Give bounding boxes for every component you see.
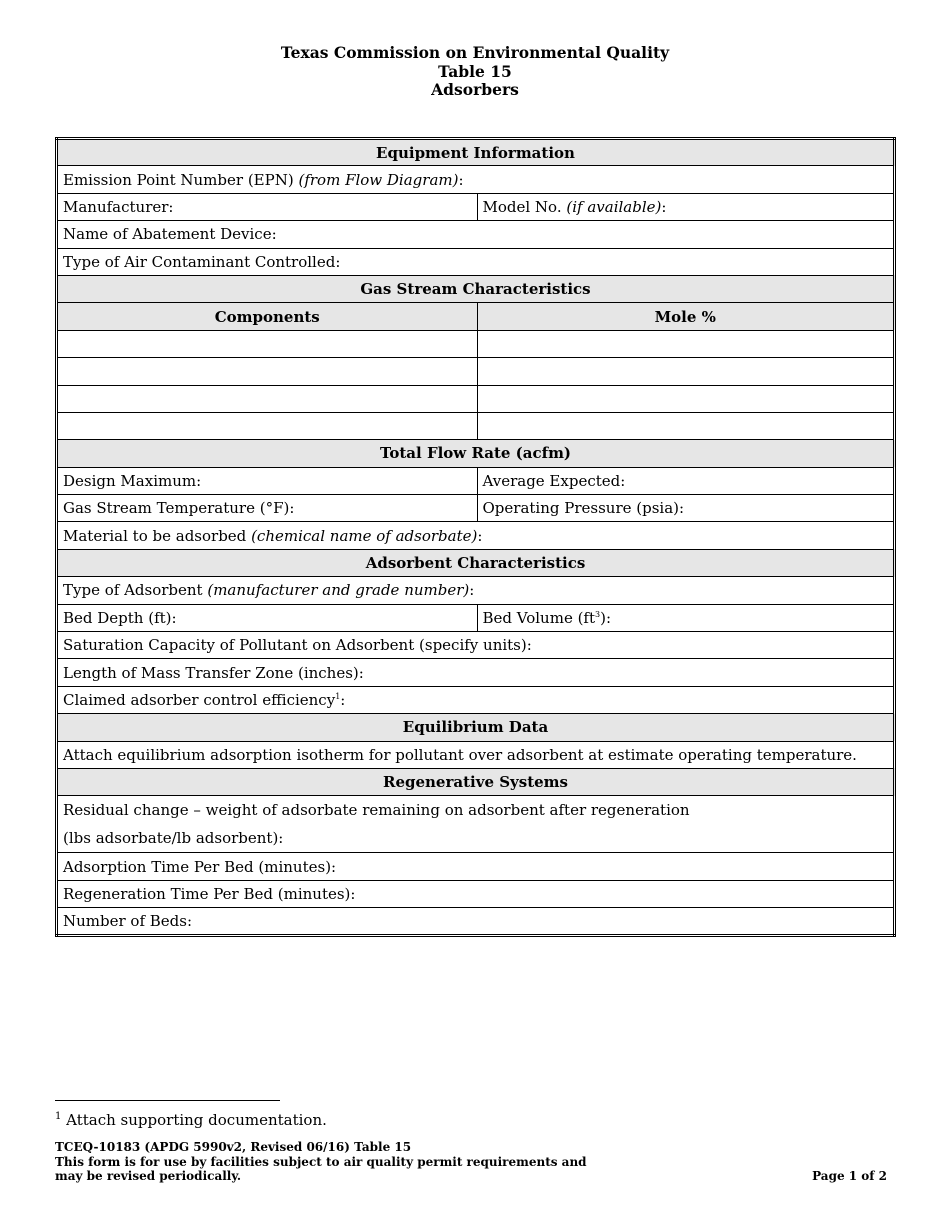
bed-volume-label: Bed Volume (ft <box>482 608 596 627</box>
equilibrium-instruction: Attach equilibrium adsorption isotherm for pollutant over adsorbent at estimate operating temperature. <box>57 741 895 768</box>
component-cell[interactable] <box>57 412 478 439</box>
section-gas-stream-heading: Gas Stream Characteristics <box>57 275 895 302</box>
mole-percent-cell[interactable] <box>477 412 895 439</box>
adsorbent-type-label: Type of Adsorbent <box>63 581 208 600</box>
material-adsorbed-field[interactable] <box>57 522 895 549</box>
efficiency-footnote-marker: 1 <box>335 692 341 701</box>
bed-volume-field[interactable] <box>477 604 895 631</box>
footnote-text: Attach supporting documentation. <box>66 1111 327 1129</box>
form-usage-note-2: may be revised periodically. <box>55 1169 242 1183</box>
abatement-device-field[interactable]: Name of Abatement Device: <box>57 221 895 248</box>
number-of-beds-field[interactable]: Number of Beds: <box>57 908 895 935</box>
epn-colon: : <box>458 170 464 189</box>
mole-percent-cell[interactable] <box>477 330 895 357</box>
adsorption-time-field[interactable]: Adsorption Time Per Bed (minutes): <box>57 853 895 880</box>
efficiency-label: Claimed adsorber control efficiency <box>63 691 336 709</box>
control-efficiency-field[interactable] <box>57 686 895 713</box>
air-contaminant-field[interactable]: Type of Air Contaminant Controlled: <box>57 248 895 275</box>
design-maximum-field[interactable]: Design Maximum: <box>57 467 478 494</box>
table-number: Table 15 <box>438 61 512 81</box>
component-cell[interactable] <box>57 358 478 385</box>
material-colon: : <box>477 526 483 545</box>
footnote-marker: 1 <box>55 1111 62 1122</box>
components-column-header: Components <box>57 303 478 330</box>
adsorbent-type-italic: (manufacturer and grade number) <box>207 581 470 600</box>
form-id: TCEQ-10183 (APDG 5990v2, Revised 06/16) Table 15 <box>55 1140 412 1154</box>
residual-change-label-line2: (lbs adsorbate/lb adsorbent): <box>63 829 284 848</box>
bed-volume-superscript: 3 <box>595 609 601 619</box>
regeneration-time-field[interactable]: Regeneration Time Per Bed (minutes): <box>57 880 895 907</box>
material-label-italic: (chemical name of adsorbate) <box>251 526 478 545</box>
component-cell[interactable] <box>57 330 478 357</box>
agency-name: Texas Commission on Environmental Quality <box>280 43 670 62</box>
epn-label: Emission Point Number (EPN) <box>63 170 299 189</box>
bed-depth-field[interactable]: Bed Depth (ft): <box>57 604 478 631</box>
material-label: Material to be adsorbed <box>63 526 252 545</box>
adsorbent-type-colon: : <box>469 581 475 600</box>
epn-label-italic: (from Flow Diagram) <box>298 170 459 189</box>
section-equilibrium-heading: Equilibrium Data <box>57 714 895 741</box>
operating-pressure-field[interactable]: Operating Pressure (psia): <box>477 495 895 522</box>
mole-percent-cell[interactable] <box>477 385 895 412</box>
section-adsorbent-heading: Adsorbent Characteristics <box>57 549 895 576</box>
mass-transfer-zone-field[interactable]: Length of Mass Transfer Zone (inches): <box>57 659 895 686</box>
residual-change-field[interactable] <box>57 796 895 853</box>
model-label-italic: (if available) <box>566 197 662 216</box>
document-title <box>0 44 950 100</box>
mole-percent-cell[interactable] <box>477 358 895 385</box>
residual-change-label-line1: Residual change – weight of adsorbate remaining on adsorbent after regeneration <box>63 801 690 820</box>
model-number-field[interactable] <box>477 193 895 220</box>
table-subject: Adsorbers <box>431 80 519 99</box>
page-number: Page 1 of 2 <box>812 1169 887 1183</box>
efficiency-colon: : <box>340 691 346 709</box>
adsorbers-form-table <box>55 137 896 937</box>
gas-temperature-field[interactable]: Gas Stream Temperature (°F): <box>57 495 478 522</box>
adsorbent-type-field[interactable] <box>57 577 895 604</box>
footnote <box>55 1111 327 1129</box>
saturation-capacity-field[interactable]: Saturation Capacity of Pollutant on Adsorbent (specify units): <box>57 632 895 659</box>
footnote-divider <box>55 1100 280 1101</box>
form-footer-info <box>55 1140 587 1184</box>
form-usage-note-1: This form is for use by facilities subject to air quality permit requirements and <box>55 1154 587 1169</box>
mole-percent-column-header: Mole % <box>477 303 895 330</box>
model-colon: : <box>661 197 667 216</box>
epn-field[interactable] <box>57 166 895 193</box>
model-label: Model No. <box>482 197 567 216</box>
component-cell[interactable] <box>57 385 478 412</box>
manufacturer-field[interactable]: Manufacturer: <box>57 193 478 220</box>
section-flow-rate-heading: Total Flow Rate (acfm) <box>57 440 895 467</box>
section-regenerative-heading: Regenerative Systems <box>57 768 895 795</box>
section-equipment-heading: Equipment Information <box>57 139 895 166</box>
average-expected-field[interactable]: Average Expected: <box>477 467 895 494</box>
bed-volume-label-end: ): <box>600 608 612 627</box>
